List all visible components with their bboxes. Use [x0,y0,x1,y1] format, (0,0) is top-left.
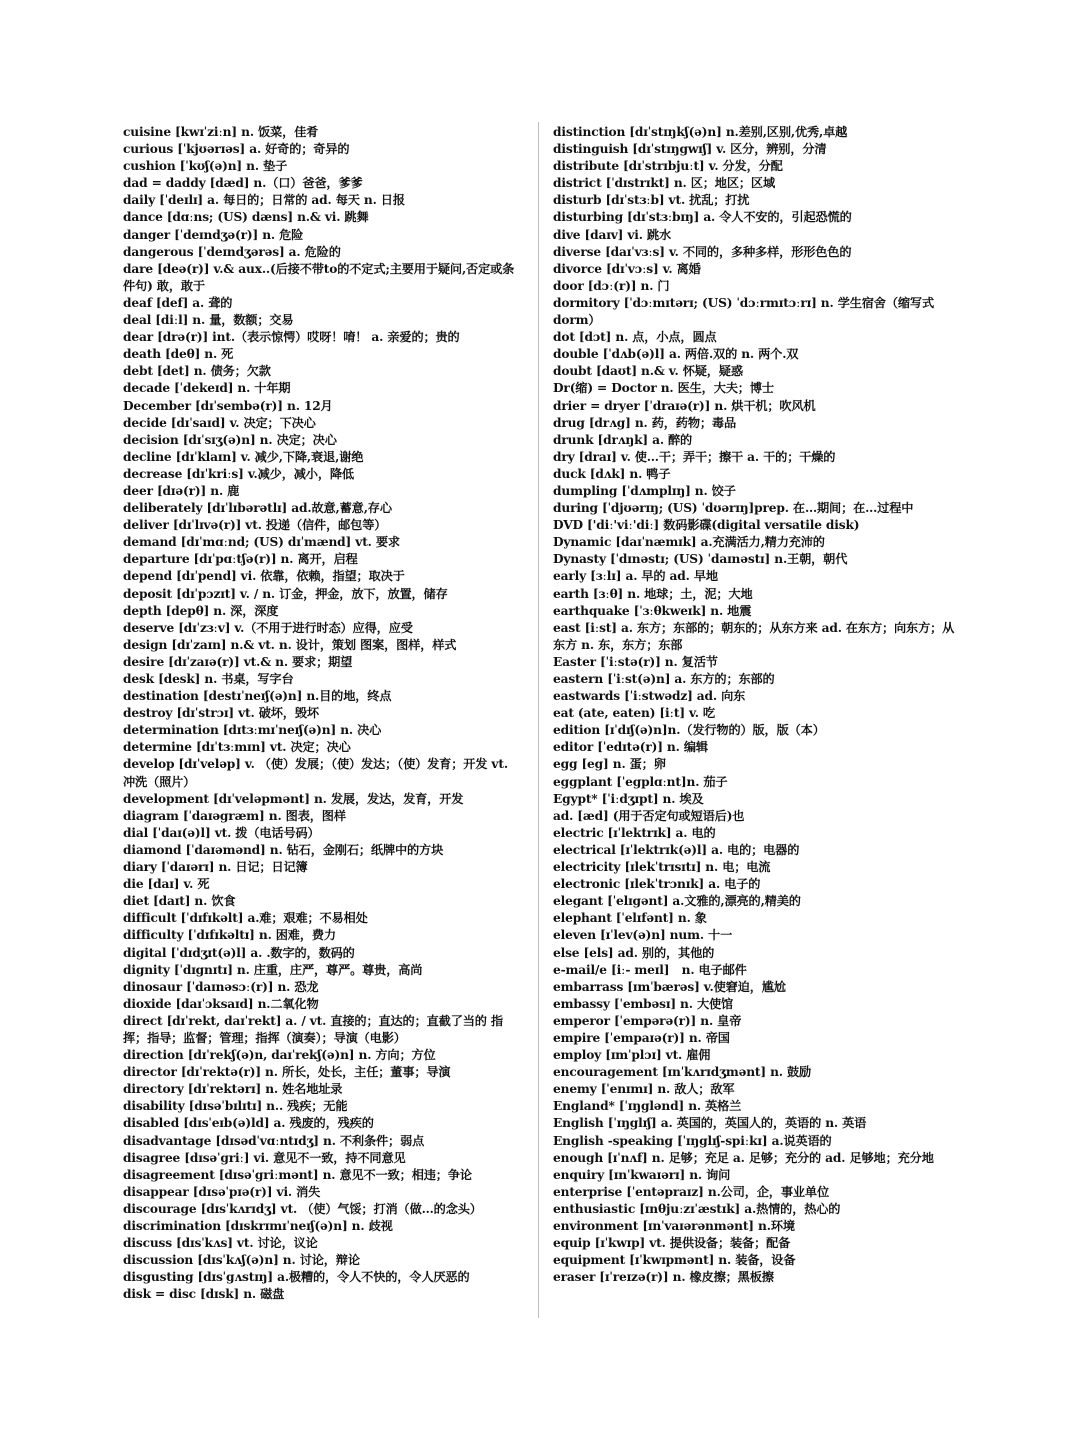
vocab-entry: equip [ɪˈkwɪp] vt. 提供设备；装备；配备 [553,1236,791,1251]
vocab-entry: demand [dɪˈmɑːnd; (US) dɪˈmænd] vt. 要求 [123,535,400,550]
vocab-entry: dioxide [daɪˈɔksaɪd] n.二氧化物 [123,996,319,1011]
vocab-entry: dance [dɑːns; (US) dæns] n.& vi. 跳舞 [123,210,369,225]
vocab-entry: eat (ate, eaten) [iːt] v. 吃 [553,706,715,721]
vocab-entry: embassy [ˈembəsɪ] n. 大使馆 [553,996,734,1011]
vocab-entry: direction [dɪˈrekʃ(ə)n, daɪˈrekʃ(ə)n] n. 方向；方位 [123,1048,436,1063]
vocab-entry: decision [dɪˈsɪʒ(ə)n] n. 决定；决心 [123,432,337,447]
vocab-entry: direct [dɪˈrekt, daɪˈrekt] a. / vt. 直接的；直达的；直截了当的 指挥；指导；监督；管理；指挥（演奏）；导演（电影） [123,1013,503,1045]
vocab-entry: deaf [def] a. 聋的 [123,295,233,310]
left-column [123,124,523,1303]
vocab-entry: deliberately [dɪˈlɪbərətlɪ] ad.故意,蓄意,存心 [123,501,392,516]
vocab-entry: drunk [drʌŋk] a. 醉的 [553,432,693,447]
vocab-entry: diet [daɪt] n. 饮食 [123,894,236,909]
vocab-entry: district [ˈdɪstrɪkt] n. 区；地区；区域 [553,176,775,191]
vocab-entry: directory [dɪˈrektərɪ] n. 姓名地址录 [123,1082,343,1097]
vocab-entry: double [ˈdʌb(ə)l] a. 两倍.双的 n. 两个.双 [553,347,799,362]
vocab-entry: diverse [daɪˈvɜːs] v. 不同的，多种多样，形形色色的 [553,244,852,259]
vocab-entry: discuss [dɪsˈkʌs] vt. 讨论，议论 [123,1236,318,1251]
vocab-entry: difficulty [ˈdɪfɪkəltɪ] n. 困难，费力 [123,928,336,943]
vocab-entry: dry [draɪ] v. 使…干；弄干；擦干 a. 干的；干燥的 [553,449,836,464]
vocab-entry: environment [ɪnˈvaɪərənmənt] n.环境 [553,1219,795,1233]
vocab-entry: dot [dɔt] n. 点，小点，圆点 [553,330,717,345]
vocab-entry: electrical [ɪˈlektrɪk(ə)l] a. 电的；电器的 [553,842,800,857]
vocab-entry: embarrass [ɪmˈbærəs] v.使窘迫，尴尬 [553,979,786,994]
vocab-entry: door [dɔː(r)] n. 门 [553,278,670,293]
vocab-entry: daily [ˈdeɪlɪ] a. 每日的；日常的 ad. 每天 n. 日报 [123,193,405,208]
vocab-entry: diagram [ˈdaɪəgræm] n. 图表，图样 [123,808,346,823]
vocab-entry: discussion [dɪsˈkʌʃ(ə)n] n. 讨论，辩论 [123,1253,360,1268]
vocab-entry: elegant [ˈelɪgənt] a.文雅的,漂亮的,精美的 [553,894,801,909]
vocab-entry: departure [dɪˈpɑːtʃə(r)] n. 离开，启程 [123,552,358,567]
vocab-entry: deal [diːl] n. 量，数额；交易 [123,313,294,328]
vocab-entry: desk [desk] n. 书桌，写字台 [123,672,294,686]
vocab-entry: dignity [ˈdɪgnɪtɪ] n. 庄重，庄严，尊严。尊贵，高尚 [123,962,423,977]
vocab-entry: dumpling [ˈdʌmplɪŋ] n. 饺子 [553,483,736,498]
vocab-entry: design [dɪˈzaɪn] n.& vt. n. 设计，策划 图案，图样，样式 [123,637,457,652]
vocab-entry: disagree [dɪsəˈgriː] vi. 意见不一致，持不同意见 [123,1150,406,1165]
vocab-entry: diamond [ˈdaɪəmənd] n. 钻石，金刚石；纸牌中的方块 [123,842,444,857]
vocab-entry: enterprise [ˈentəpraɪz] n.公司，企，事业单位 [553,1184,829,1199]
vocab-entry: distinction [dɪˈstɪŋkʃ(ə)n] n.差别,区别,优秀,卓越 [553,125,848,139]
vocab-entry: diary [ˈdaɪərɪ] n. 日记；日记簿 [123,860,308,875]
vocab-entry: director [dɪˈrektə(r)] n. 所长，处长，主任；董事；导演 [123,1065,451,1080]
vocab-entry: deer [dɪə(r)] n. 鹿 [123,483,240,498]
vocab-entry: England* [ˈɪŋglənd] n. 英格兰 [553,1099,742,1114]
vocab-entry: dial [ˈdaɪ(ə)l] vt. 拨（电话号码） [123,825,320,840]
vocab-entry: discourage [dɪsˈkʌrɪdʒ] vt. （使）气馁；打消（做…的念头） [123,1201,482,1216]
vocab-entry: digital [ˈdɪdʒɪt(ə)l] a. .数字的，数码的 [123,945,355,960]
vocab-entry: depth [depθ] n. 深，深度 [123,603,279,618]
vocab-entry: during [ˈdjʊərɪŋ; (US) ˈdʊərɪŋ]prep. 在…期间；在…过程中 [553,501,914,516]
vocab-entry: enthusiastic [ɪnθjuːzɪˈæstɪk] a.热情的，热心的 [553,1201,841,1216]
vocab-entry: determine [dɪˈtɜːmɪn] vt. 决定；决心 [123,740,351,755]
vocab-entry: e-mail/e [iː- meɪl] n. 电子邮件 [553,962,747,977]
vocab-entry: disk = disc [dɪsk] n. 磁盘 [123,1287,285,1302]
vocab-entry: electricity [ɪlekˈtrɪsɪtɪ] n. 电；电流 [553,860,771,875]
column-divider [538,122,539,1318]
vocab-entry: disadvantage [dɪsədˈvɑːntɪdʒ] n. 不利条件；弱点 [123,1133,425,1148]
vocab-entry: dinosaur [ˈdaɪnəsɔː(r)] n. 恐龙 [123,979,319,994]
vocab-entry: dare [deə(r)] v.& aux..(后接不带to的不定式;主要用于疑问,否定或条件句) 敢，敢于 [123,261,515,293]
vocab-entry: disgusting [dɪsˈgʌstɪŋ] a.极糟的，令人不快的，令人厌恶的 [123,1270,470,1285]
vocab-entry: Easter [ˈiːstə(r)] n. 复活节 [553,654,718,669]
vocab-entry: eleven [ɪˈlev(ə)n] num. 十一 [553,928,733,943]
vocab-entry: equipment [ɪˈkwɪpmənt] n. 装备，设备 [553,1253,796,1268]
vocab-entry: Dynasty [ˈdɪnəstɪ; (US) ˈdaɪnəstɪ] n.王朝，朝代 [553,552,848,567]
vocab-entry: enquiry [ɪnˈkwaɪərɪ] n. 询问 [553,1167,731,1182]
vocab-entry: dad = daddy [dæd] n.（口）爸爸，爹爹 [123,176,363,191]
vocab-entry: distribute [dɪˈstrɪbjuːt] v. 分发，分配 [553,159,783,174]
vocab-entry: Dr(缩) = Doctor n. 医生，大夫；博士 [553,381,774,396]
vocab-entry: deposit [dɪˈpɔzɪt] v. / n. 订金，押金，放下，放置，储存 [123,586,448,601]
vocab-entry: development [dɪˈveləpmənt] n. 发展，发达，发育，开发 [123,791,464,806]
vocab-entry: employ [ɪmˈplɔɪ] vt. 雇佣 [553,1048,711,1063]
vocab-entry: decide [dɪˈsaɪd] v. 决定；下决心 [123,415,316,430]
vocab-entry: die [daɪ] v. 死 [123,877,210,892]
vocab-entry: eastwards [ˈiːstwədz] ad. 向东 [553,689,746,704]
vocab-entry: distinguish [dɪˈstɪŋgwɪʃ] v. 区分，辨别，分清 [553,142,827,157]
vocab-entry: December [dɪˈsembə(r)] n. 12月 [123,398,333,413]
vocab-entry: earth [ɜːθ] n. 地球；土，泥；大地 [553,586,753,601]
vocab-entry: English [ˈɪŋglɪʃ] a. 英国的，英国人的，英语的 n. 英语 [553,1116,867,1131]
vocab-entry: cuisine [kwɪˈziːn] n. 饭菜，佳肴 [123,125,319,139]
vocab-entry: disturb [dɪˈstɜːb] vt. 扰乱；打扰 [553,193,750,208]
vocab-entry: DVD ['diː'viː'diː] 数码影碟(digital versatile disk) [553,518,860,533]
vocab-entry: else [els] ad. 别的，其他的 [553,945,715,960]
vocab-entry: enough [ɪˈnʌf] n. 足够；充足 a. 足够；充分的 ad. 足够地；充分地 [553,1150,934,1165]
vocab-entry: danger [ˈdeɪndʒə(r)] n. 危险 [123,227,304,242]
vocab-entry: eastern [ˈiːst(ə)n] a. 东方的；东部的 [553,672,775,686]
vocab-entry: electric [ɪˈlektrɪk] a. 电的 [553,825,716,840]
vocab-entry: drug [drʌg] n. 药，药物；毒品 [553,415,736,430]
vocab-entry: earthquake [ˈɜːθkweɪk] n. 地震 [553,603,752,618]
vocab-entry: drier = dryer [ˈdraɪə(r)] n. 烘干机；吹风机 [553,398,816,413]
vocab-entry: decline [dɪˈklaɪn] v. 减少,下降,衰退,谢绝 [123,449,364,464]
vocab-entry: disabled [dɪsˈeɪb(ə)ld] a. 残废的，残疾的 [123,1116,374,1131]
vocab-entry: ad. [æd] (用于否定句或短语后)也 [553,808,745,823]
vocab-entry: divorce [dɪˈvɔːs] v. 离婚 [553,261,701,276]
vocab-entry: dear [drə(r)] int.（表示惊愕）哎呀！唷！ a. 亲爱的；贵的 [123,330,460,345]
vocab-entry: disagreement [dɪsəˈgriːmənt] n. 意见不一致；相违；争论 [123,1167,472,1182]
vocab-entry: egg [eg] n. 蛋；卵 [553,757,666,772]
vocab-entry: decrease [dɪˈkriːs] v.减少，减小，降低 [123,466,354,481]
vocab-entry: difficult [ˈdɪfɪkəlt] a.难；艰难；不易相处 [123,911,368,926]
vocab-entry: Egypt* [ˈiːdʒɪpt] n. 埃及 [553,791,704,806]
vocab-entry: editor [ˈedɪtə(r)] n. 编辑 [553,740,708,755]
vocab-entry: debt [det] n. 债务；欠款 [123,364,271,379]
vocab-entry: duck [dʌk] n. 鸭子 [553,466,671,481]
vocab-entry: edition [ɪˈdɪʃ(ə)n]n.（发行物的）版，版（本） [553,723,825,738]
vocab-entry: east [iːst] a. 东方；东部的；朝东的；从东方来 ad. 在东方；向东方；从东方 n. 东，东方；东部 [553,620,955,652]
vocab-entry: dive [daɪv] vi. 跳水 [553,227,672,242]
vocab-entry: electronic [ɪlekˈtrɔnɪk] a. 电子的 [553,877,761,892]
vocab-entry: dangerous [ˈdeɪndʒərəs] a. 危险的 [123,244,341,259]
right-column [553,124,963,1286]
vocab-entry: emperor [ˈempərə(r)] n. 皇帝 [553,1013,742,1028]
vocab-entry: decade [ˈdekeɪd] n. 十年期 [123,381,291,396]
vocab-entry: early [ɜːlɪ] a. 早的 ad. 早地 [553,569,718,584]
vocab-entry: deliver [dɪˈlɪvə(r)] vt. 投递（信件，邮包等） [123,518,387,533]
vocab-entry: discrimination [dɪskrɪmɪˈneɪʃ(ə)n] n. 歧视 [123,1219,393,1233]
vocab-entry: develop [dɪˈveləp] v. （使）发展；（使）发达；（使）发育；开发 vt. 冲洗（照片） [123,757,513,789]
vocab-entry: empire [ˈempaɪə(r)] n. 帝国 [553,1030,730,1045]
vocab-entry: depend [dɪˈpend] vi. 依靠，依赖，指望；取决于 [123,569,405,584]
vocab-entry: disappear [dɪsəˈpɪə(r)] vi. 消失 [123,1184,321,1199]
vocab-entry: disturbing [dɪˈstɜːbɪŋ] a. 令人不安的，引起恐慌的 [553,210,852,225]
vocab-entry: elephant [ˈelɪfənt] n. 象 [553,911,707,926]
vocab-entry: desire [dɪˈzaɪə(r)] vt.& n. 要求；期望 [123,654,353,669]
vocab-entry: disability [dɪsəˈbɪlɪtɪ] n.. 残疾；无能 [123,1099,348,1114]
vocab-entry: enemy [ˈenɪmɪ] n. 敌人；敌军 [553,1082,735,1097]
vocab-entry: death [deθ] n. 死 [123,347,234,362]
vocab-entry: determination [dɪtɜːmɪˈneɪʃ(ə)n] n. 决心 [123,723,382,738]
vocab-entry: Dynamic [daɪˈnæmɪk] a.充满活力,精力充沛的 [553,535,825,550]
vocab-entry: cushion [ˈkʊʃ(ə)n] n. 垫子 [123,159,288,174]
vocab-entry: destroy [dɪˈstrɔɪ] vt. 破坏，毁坏 [123,706,319,721]
vocab-entry: dormitory [ˈdɔːmɪtərɪ; (US) ˈdɔːrmɪtɔːrɪ] n. 学生宿舍（缩写式dorm） [553,295,934,328]
vocab-entry: destination [destɪˈneɪʃ(ə)n] n.目的地，终点 [123,689,392,704]
vocab-entry: encouragement [ɪnˈkʌrɪdʒmənt] n. 鼓励 [553,1065,812,1080]
vocab-entry: English -speaking [ˈɪŋglɪʃ-spiːkɪ] a.说英语的 [553,1133,832,1148]
vocab-entry: deserve [dɪˈzɜːv] v.（不用于进行时态）应得，应受 [123,620,413,635]
vocab-entry: curious [ˈkjʊərɪəs] a. 好奇的；奇异的 [123,142,350,157]
vocab-entry: eggplant [ˈegplɑːnt]n. 茄子 [553,774,728,789]
vocab-entry: doubt [daʊt] n.& v. 怀疑，疑惑 [553,364,743,379]
vocab-entry: eraser [ɪˈreɪzə(r)] n. 橡皮擦；黑板擦 [553,1270,774,1285]
